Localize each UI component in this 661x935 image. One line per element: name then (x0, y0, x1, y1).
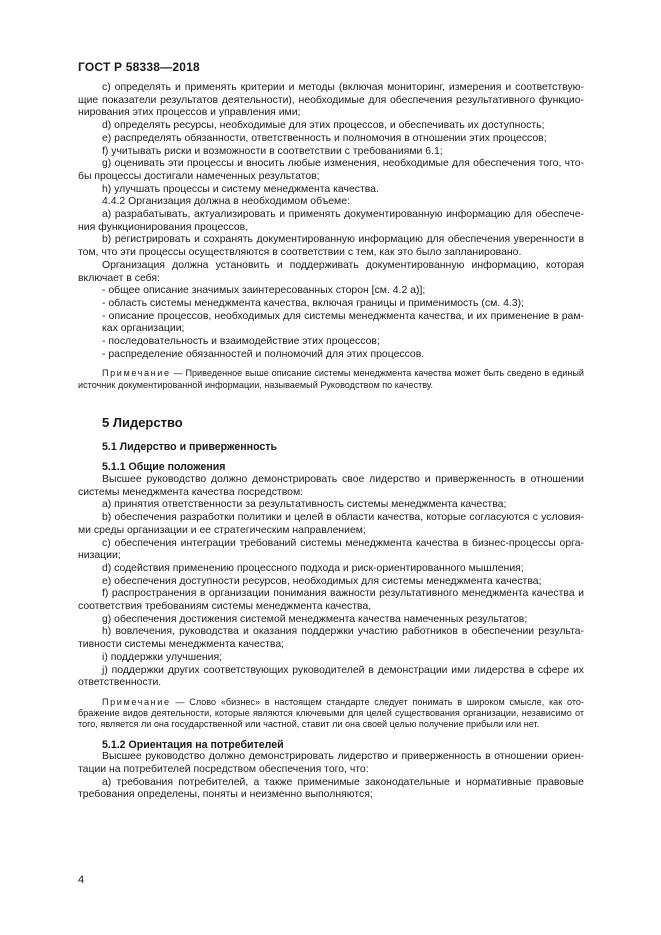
item-5-1-1-c: с) обеспечения интеграции требований системы менеджмента качества в бизнес-процессы орга-низации; (78, 537, 584, 562)
item-5-1-1-b: b) обеспечения разработки политики и целей в области качества, которые согласуются с условия-ми среды организации и ее стратегическим направлением; (78, 512, 584, 536)
subsection-title-5-1: 5.1 Лидерство и приверженность (102, 440, 277, 453)
document-body (78, 82, 584, 802)
list-item: - описание процессов, необходимых для системы менеджмента качества, и их применение в рам-ках организации; (102, 310, 584, 335)
page-number: 4 (78, 874, 85, 886)
clause-4-4-2-b: b) регистрировать и сохранять документированную информацию для обеспечения уверенности в том, что эти процессы осуществляются в соответствии с тем, как это было запланировано. (78, 234, 584, 259)
note-text: — Приведенное выше описание системы менеджмента качества может быть сведено в единый источник документированной информации, называемый Руководством по качеству. (78, 368, 584, 390)
note-label: Примечание (102, 696, 171, 707)
section-title-5: 5 Лидерство (102, 414, 183, 430)
subsection-title-5-1-1: 5.1.1 Общие положения (102, 461, 226, 474)
note-1 (78, 368, 584, 390)
paragraph-organization: Организация должна установить и поддерживать документированную информацию, которая включает в себя: (78, 259, 584, 284)
subsection-title-5-1-2: 5.1.2 Ориентация на потребителей (102, 738, 284, 751)
list-item: - последовательность и взаимодействие этих процессов; (102, 336, 380, 348)
document-header: ГОСТ Р 58338—2018 (78, 60, 200, 74)
paragraph-5-1-2: Высшее руководство должно демонстрировать лидерство и приверженность в отношении ориен-тации на потребителей посредством обеспечения того, что: (78, 751, 584, 775)
item-5-1-1-i: i) поддержки улучшения; (102, 651, 223, 663)
paragraph-h: h) улучшать процессы и систему менеджмента качества. (102, 183, 379, 195)
item-5-1-1-g: g) обеспечения достижения системой менеджмента качества намеченных результатов; (102, 613, 528, 625)
item-5-1-1-h: h) вовлечения, руководства и оказания поддержки участию работников в обеспечении результа-тивности системы менеджмента качества; (78, 626, 584, 651)
item-5-1-1-f: f) распространения в организации понимания важности результативного менеджмента качества и соответствия требованиям системы менеджмента качества, (78, 588, 584, 613)
note-2 (78, 697, 584, 731)
item-5-1-1-j: j) поддержки других соответствующих руководителей в демонстрации ими лидерства в сфере их ответственности. (78, 664, 584, 689)
clause-4-4-2: 4.4.2 Организация должна в необходимом объеме: (102, 196, 350, 208)
item-5-1-2-a: а) требования потребителей, а также применимые законодательные и нормативные правовые требования определены, поняты и неизменно выполняются; (78, 776, 584, 801)
paragraph-5-1-1: Высшее руководство должно демонстрировать свое лидерство и приверженность в отношении системы менеджмента качества посредством: (78, 473, 584, 498)
item-5-1-1-e: е) обеспечения доступности ресурсов, необходимых для системы менеджмента качества; (102, 575, 542, 587)
note-label: Примечание (102, 368, 171, 379)
note-text: — Слово «бизнес» в настоящем стандарте следует понимать в широком смысле, как ото-бражение видов деятельности, которые являются ключевыми для целей существования организации, независимо от того, является ли она государственной или частной, ставит ли она своей целью получение прибыли или нет. (78, 696, 584, 730)
paragraph-g: g) оценивать эти процессы и вносить любые изменения, необходимые для обеспечения того, что-бы процессы достигали намеченных результатов; (78, 158, 584, 182)
list-item: - общее описание значимых заинтересованных сторон [см. 4.2 а)]; (102, 285, 426, 297)
paragraph-f: f) учитывать риски и возможности в соответствии с требованиями 6.1; (102, 145, 443, 157)
list-item: - распределение обязанностей и полномочий для этих процессов. (102, 348, 425, 360)
paragraph-c: с) определять и применять критерии и методы (включая мониторинг, измерения и соответствую-щие показатели результатов деятельности), необходимые для обеспечения результативного функцио-нирования этих процессов и управления ими; (78, 82, 584, 119)
paragraph-d: d) определять ресурсы, необходимые для этих процессов, и обеспечивать их доступность; (102, 120, 545, 132)
paragraph-e: е) распределять обязанности, ответственность и полномочия в отношении этих процессов; (102, 132, 547, 144)
clause-4-4-2-a: а) разрабатывать, актуализировать и применять документированную информацию для обеспече-ния функционирования процессов, (78, 209, 584, 233)
item-5-1-1-d: d) содействия применению процессного подхода и риск-ориентированного мышления; (102, 562, 524, 574)
item-5-1-1-a: а) принятия ответственности за результативность системы менеджмента качества; (102, 499, 507, 511)
list-item: - область системы менеджмента качества, включая границы и применимость (см. 4.3); (102, 297, 524, 309)
